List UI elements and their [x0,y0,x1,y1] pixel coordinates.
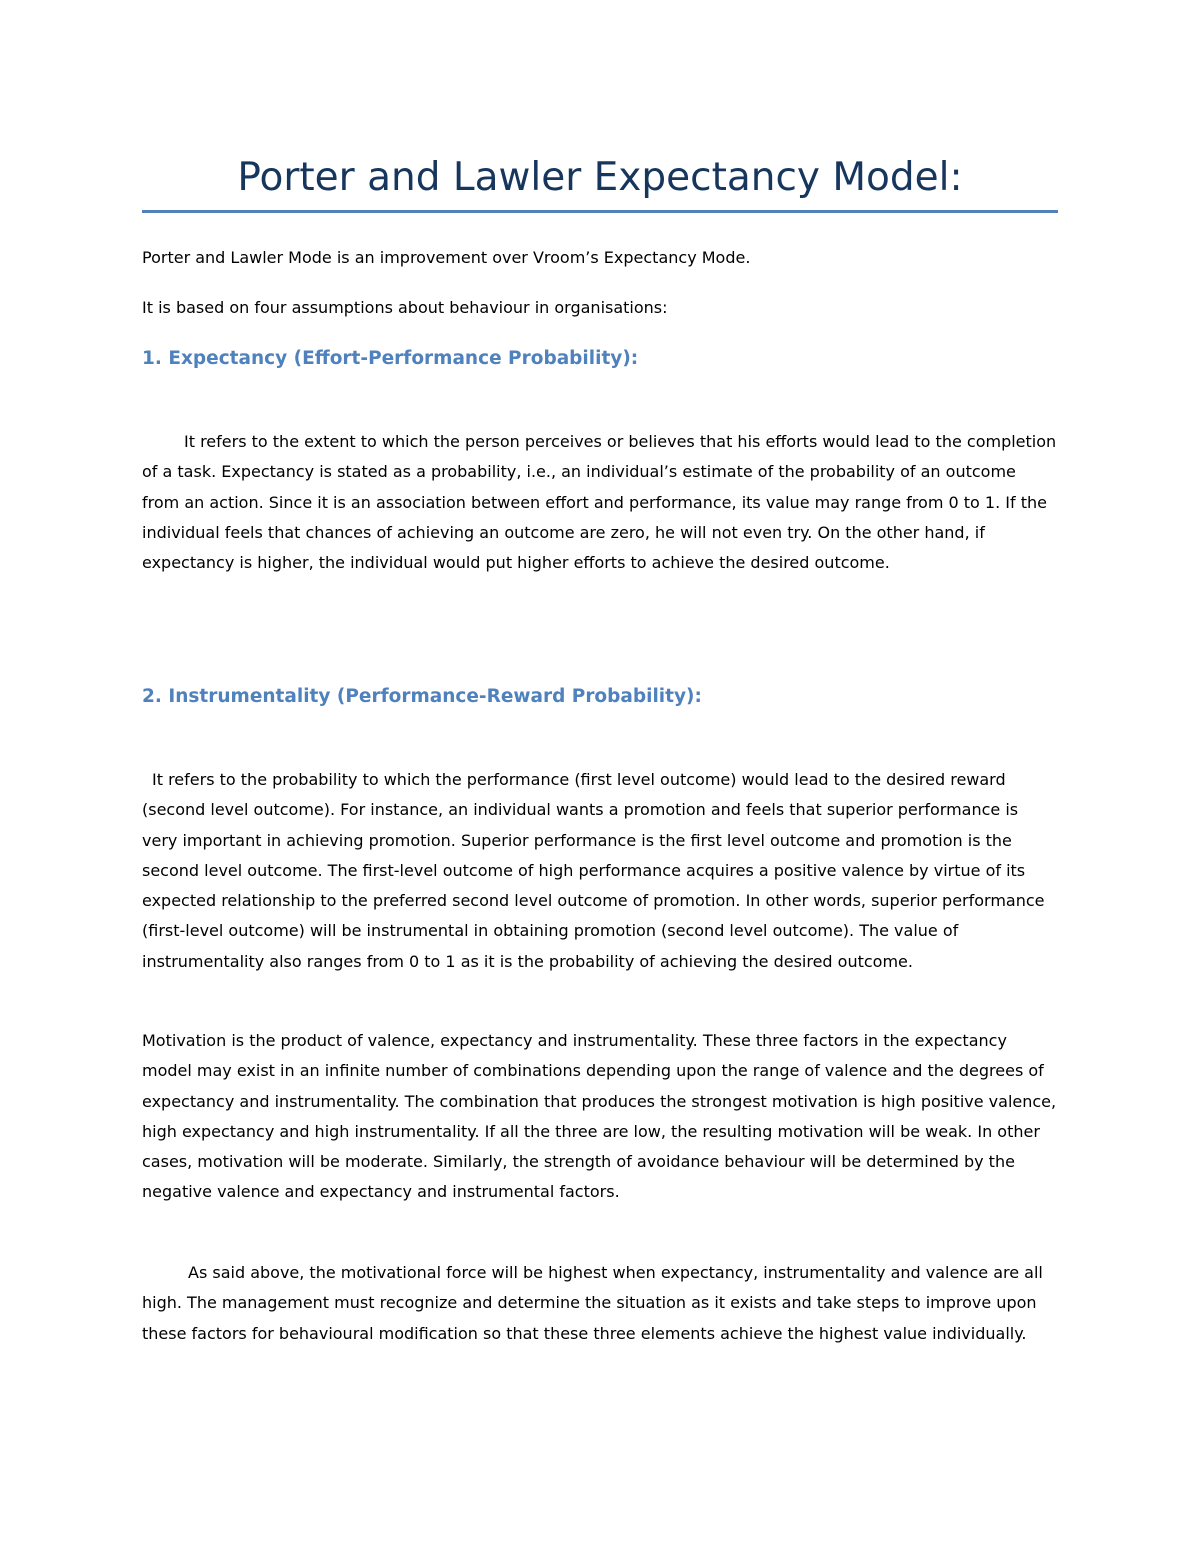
section-1-heading: 1. Expectancy (Effort-Performance Probability): [142,348,639,369]
intro-paragraph-2: It is based on four assumptions about behaviour in organisations: [142,298,668,317]
intro-paragraph-1: Porter and Lawler Mode is an improvement over Vroom’s Expectancy Mode. [142,248,751,267]
section-2-heading: 2. Instrumentality (Performance-Reward Probability): [142,686,702,707]
document-title: Porter and Lawler Expectancy Model: [237,155,963,200]
title-underline [142,210,1058,213]
section-2-body: It refers to the probability to which the performance (first level outcome) would lead to the desired reward (second level outcome). For instance, an individual wants a promotion and feels that superior performance is very important in achieving promotion. Superior performance is the first level outcome and promotion is the second level outcome. The first-level outcome of high performance acquires a positive valence by virtue of its expected relationship to the preferred second level outcome of promotion. In other words, superior performance (first-level outcome) will be instrumental in obtaining promotion (second level outcome). The value of instrumentality also ranges from 0 to 1 as it is the probability of achieving the desired outcome. [142,770,1045,971]
motivation-paragraph: Motivation is the product of valence, expectancy and instrumentality. These three factors in the expectancy model may exist in an infinite number of combinations depending upon the range of valence and the degrees of expectancy and instrumentality. The combination that produces the strongest motivation is high positive valence, high expectancy and high instrumentality. If all the three are low, the resulting motivation will be weak. In other cases, motivation will be moderate. Similarly, the strength of avoidance behaviour will be determined by the negative valence and expectancy and instrumental factors. [142,1031,1057,1202]
closing-paragraph: As said above, the motivational force will be highest when expectancy, instrumentality and valence are all high. The management must recognize and determine the situation as it exists and take steps to improve upon these factors for behavioural modification so that these three elements achieve the highest value individually. [142,1263,1043,1343]
section-1-body: It refers to the extent to which the person perceives or believes that his efforts would lead to the completion of a task. Expectancy is stated as a probability, i.e., an individual’s estimate of the probability of an outcome from an action. Since it is an association between effort and performance, its value may range from 0 to 1. If the individual feels that chances of achieving an outcome are zero, he will not even try. On the other hand, if expectancy is higher, the individual would put higher efforts to achieve the desired outcome. [142,432,1057,573]
